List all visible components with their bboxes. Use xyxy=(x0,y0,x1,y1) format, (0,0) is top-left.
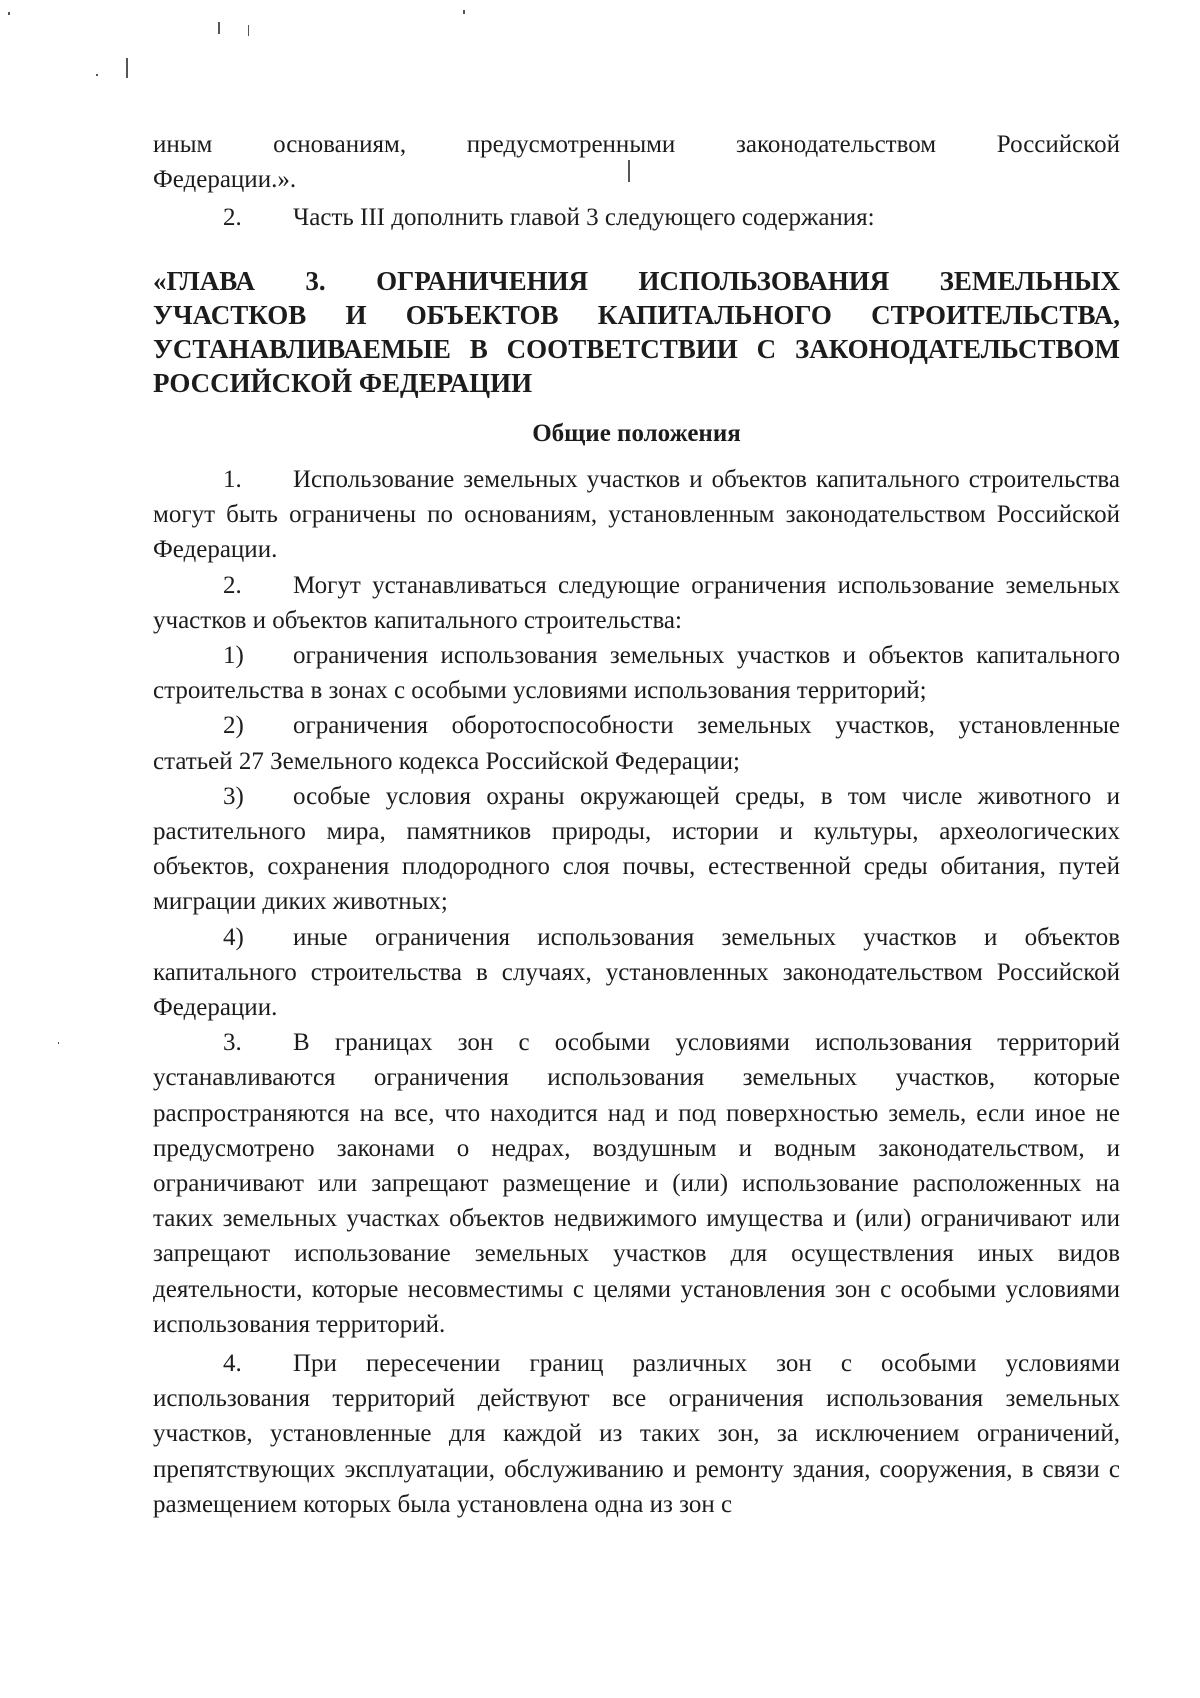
scan-speck xyxy=(463,10,465,14)
paragraph xyxy=(153,779,1120,920)
paragraph-text: ограничения использования земельных участков и объектов капитального строительства в зонах с особыми условиями использования территорий; xyxy=(153,642,1120,705)
chapter-title-line-4: РОССИЙСКОЙ ФЕДЕРАЦИИ xyxy=(153,368,533,398)
paragraph-text: Использование земельных участков и объектов капитального строительства могут быть ограничены по основаниям, установленным законодательством Российской Федерации. xyxy=(153,466,1120,564)
scan-speck xyxy=(248,25,249,36)
paragraph-number: 4) xyxy=(223,923,244,951)
paragraph-number: 3. xyxy=(223,1029,242,1057)
paragraph xyxy=(153,920,1120,1026)
paragraph-text: иные ограничения использования земельных участков и объектов капитального строительства в случаях, установленных законодательством Российской Федерации. xyxy=(153,923,1120,1022)
scan-speck xyxy=(96,74,98,76)
subheading-block xyxy=(153,416,1120,451)
paragraph xyxy=(153,708,1120,778)
item-number: 2. xyxy=(223,204,242,232)
paragraph-text: Могут устанавливаться следующие ограничения использование земельных участков и объектов капитального строительства: xyxy=(153,571,1120,634)
paragraph-number: 2. xyxy=(223,571,242,599)
paragraph-number: 1) xyxy=(223,642,244,670)
item-text: Часть III дополнить главой 3 следующего содержания: xyxy=(293,204,875,232)
paragraph-number: 1. xyxy=(223,466,242,493)
paragraph-text: При пересечении границ различных зон с особыми условиями использования территорий действуют все ограничения использования земельных участков, установленные для каждой из таких зон, за исключением ограничений, препятствующих эксплуатации, обслуживанию и ремонту здания, сооружения, в связи с размещением которых была установлена одна из зон с xyxy=(153,1350,1120,1518)
paragraph xyxy=(153,462,1120,568)
section-subheading: Общие положения xyxy=(532,420,741,447)
paragraph-text: В границах зон с особыми условиями использования территорий устанавливаются ограничения использования земельных участков, которые распространяются на все, что находится над и под поверхностью земель, если иное не предусмотрено законами о недрах, воздушным и водным законодательством, и ограничивают или запрещают размещение и (или) использование расположенных на таких земельных участках объектов недвижимого имущества и (или) ограничивают или запрещают использование земельных участков для осуществления иных видов деятельности, которые несовместимы с целями установления зон с особыми условиями использования территорий. xyxy=(153,1029,1120,1338)
paragraph xyxy=(153,1025,1120,1342)
paragraph xyxy=(153,568,1120,638)
intro-block xyxy=(153,127,1120,236)
paragraph-number: 2) xyxy=(223,712,244,740)
paragraph-text: особые условия охраны окружающей среды, в том числе животного и растительного мира, памятников природы, истории и культуры, археологических объектов, сохранения плодородного слоя почвы, естественной среды обитания, путей миграции диких животных; xyxy=(153,782,1120,916)
paragraph xyxy=(153,638,1120,708)
body-text xyxy=(153,462,1120,1522)
chapter-title-line-3: УСТАНАВЛИВАЕМЫЕ В СООТВЕТСТВИИ С ЗАКОНОДАТЕЛЬСТВОМ xyxy=(153,334,1120,364)
paragraph-text: ограничения оборотоспособности земельных участков, установленные статьей 27 Земельного кодекса Российской Федерации; xyxy=(153,712,1120,775)
scan-speck xyxy=(126,58,128,78)
scan-speck xyxy=(8,12,10,15)
paragraph-number: 4. xyxy=(223,1350,242,1378)
intro-line-1: иным основаниям, предусмотренными законодательством Российской xyxy=(153,131,1120,158)
intro-item-2 xyxy=(153,200,1120,235)
scan-speck xyxy=(218,22,220,34)
intro-line-2: Федерации.». xyxy=(153,166,297,194)
chapter-title-block xyxy=(153,264,1120,400)
paragraph xyxy=(153,1346,1120,1522)
scan-speck xyxy=(58,1042,59,1044)
chapter-title-line-2: УЧАСТКОВ И ОБЪЕКТОВ КАПИТАЛЬНОГО СТРОИТЕЛЬСТВА, xyxy=(153,300,1120,330)
chapter-title-line-1: «ГЛАВА 3. ОГРАНИЧЕНИЯ ИСПОЛЬЗОВАНИЯ ЗЕМЕЛЬНЫХ xyxy=(153,266,1120,296)
paragraph-number: 3) xyxy=(223,782,244,810)
